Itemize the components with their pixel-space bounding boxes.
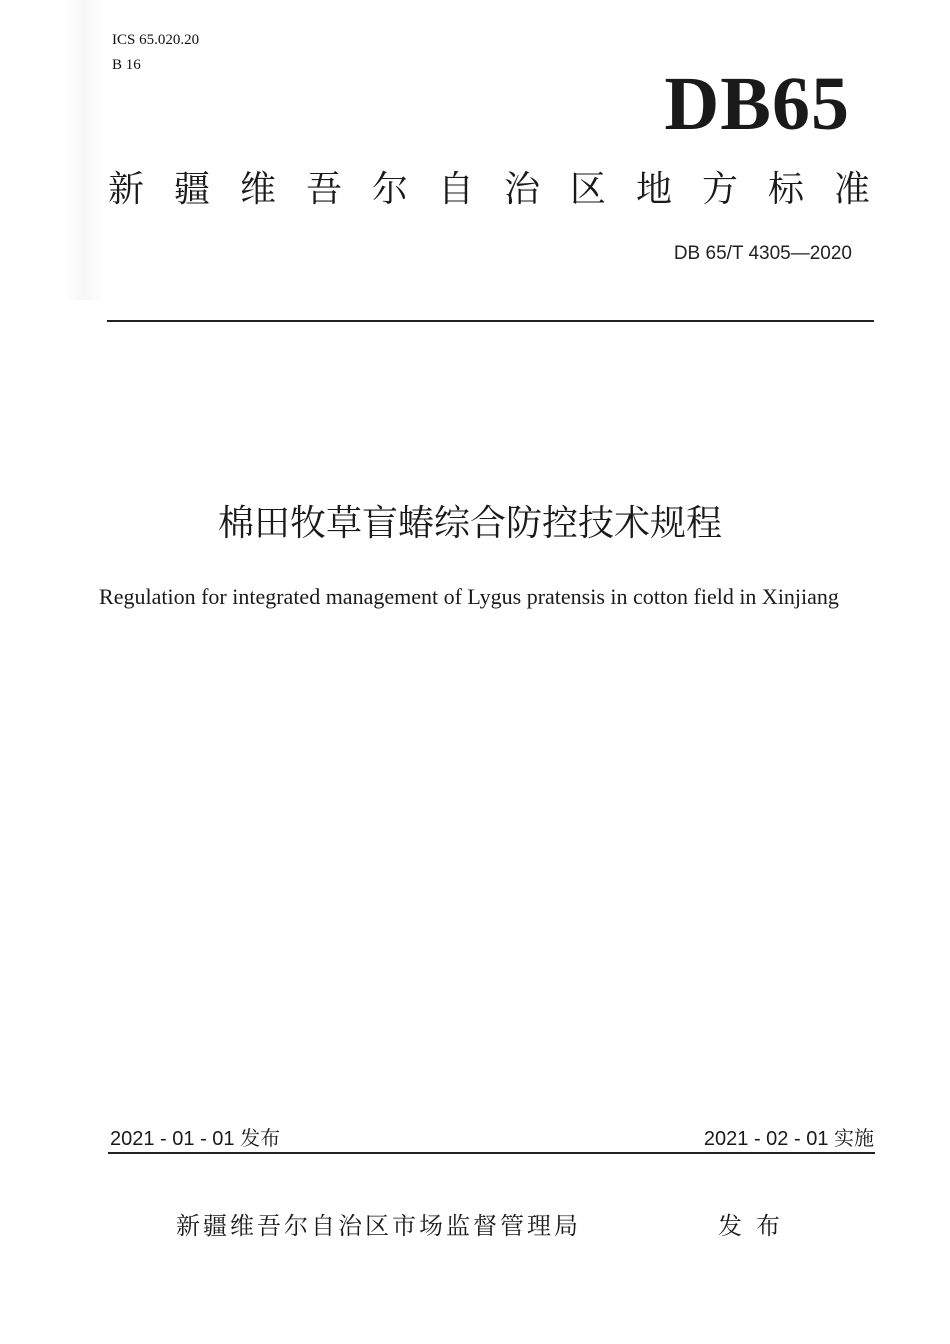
top-divider (107, 320, 874, 322)
standard-brand-logo: DB65 (664, 62, 850, 146)
implementation-date: 2021 - 02 - 01 实施 (703, 1128, 874, 1150)
ics-code: ICS 65.020.20 (112, 32, 200, 48)
document-title-english: Regulation for integrated management of Lygus pratensis in cotton field in Xinjiang (99, 584, 839, 609)
classification-code: B 16 (112, 57, 141, 73)
publish-date: 2021 - 01 - 01 发布 (110, 1128, 281, 1150)
standard-number: DB 65/T 4305—2020 (673, 243, 852, 264)
document-title-chinese: 棉田牧草盲蝽综合防控技术规程 (217, 503, 722, 544)
issuing-authority: 新疆维吾尔自治区市场监督管理局 (176, 1212, 581, 1240)
issue-label: 发布 (718, 1212, 794, 1240)
standard-type-heading: 新疆维吾尔自治区地方标准 (108, 169, 901, 210)
scan-shadow (62, 0, 106, 300)
bottom-divider (108, 1152, 875, 1154)
